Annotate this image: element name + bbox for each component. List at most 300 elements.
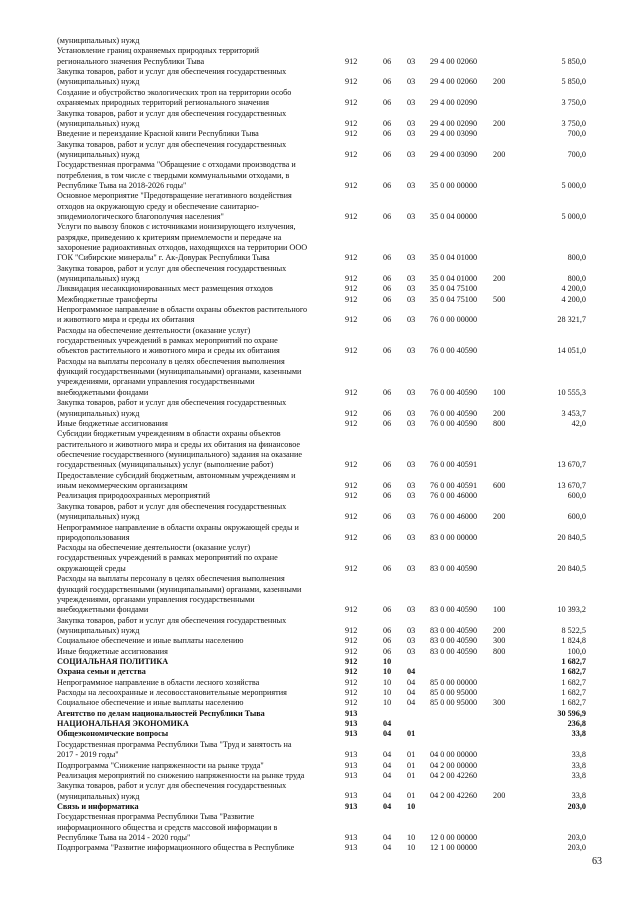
row-ministry-code: 912 xyxy=(345,56,358,66)
row-target-article: 76 0 00 40590 xyxy=(430,387,478,397)
row-ministry-code: 912 xyxy=(345,77,358,87)
row-section-code: 10 xyxy=(383,667,392,677)
row-ministry-code: 912 xyxy=(345,512,358,522)
table-row xyxy=(0,46,640,67)
row-ministry-code: 912 xyxy=(345,636,358,646)
table-row xyxy=(0,305,640,326)
row-amount: 42,0 xyxy=(571,418,586,428)
row-subsection-code: 03 xyxy=(407,480,416,490)
row-name: Государственная программа Республики Тыва "Труд и занятость на 2017 - 2019 годы" xyxy=(57,739,292,760)
table-row xyxy=(0,140,640,161)
row-subsection-code: 01 xyxy=(407,750,416,760)
row-ministry-code: 912 xyxy=(345,98,358,108)
row-section-code: 10 xyxy=(383,688,392,697)
row-section-code: 06 xyxy=(383,211,392,221)
row-ministry-code: 912 xyxy=(345,688,358,697)
row-subsection-code: 10 xyxy=(407,801,416,811)
row-target-article: 83 0 00 40590 xyxy=(430,625,478,635)
row-ministry-code: 912 xyxy=(345,408,358,418)
row-section-code: 06 xyxy=(383,118,392,128)
table-row xyxy=(0,471,640,492)
row-ministry-code: 912 xyxy=(345,273,358,283)
row-target-article: 76 0 00 40591 xyxy=(430,480,478,490)
row-subsection-code: 03 xyxy=(407,418,416,428)
row-amount: 1 824,8 xyxy=(561,636,586,646)
row-section-code: 06 xyxy=(383,98,392,108)
row-subsection-code: 03 xyxy=(407,460,416,470)
row-ministry-code: 912 xyxy=(345,625,358,635)
table-row xyxy=(0,398,640,419)
row-section-code: 06 xyxy=(383,408,392,418)
row-amount: 1 682,7 xyxy=(561,657,586,666)
row-subsection-code: 03 xyxy=(407,636,416,646)
row-target-article: 35 0 00 00000 xyxy=(430,180,478,190)
row-amount: 8 522,5 xyxy=(561,625,586,635)
table-row xyxy=(0,761,640,771)
row-subsection-code: 04 xyxy=(407,688,416,697)
row-name: Расходы на выплаты персоналу в целях обеспечения выполнения функций государственными (муниципальными) органами, казенными учреждениями, органами управления государственными внебюджетными фондами xyxy=(57,574,302,615)
row-subsection-code: 03 xyxy=(407,646,416,656)
row-subsection-code: 03 xyxy=(407,211,416,221)
row-amount: 4 200,0 xyxy=(561,284,586,294)
row-name: Закупка товаров, работ и услуг для обеспечения государственных (муниципальных) нужд xyxy=(57,263,287,284)
table-row xyxy=(0,502,640,523)
row-target-article: 83 0 00 40590 xyxy=(430,636,478,646)
row-target-article: 29 4 00 03090 xyxy=(430,129,478,139)
row-amount: 4 200,0 xyxy=(561,294,586,304)
row-expense-type: 200 xyxy=(493,149,506,159)
row-amount: 100,0 xyxy=(567,646,586,656)
row-section-code: 06 xyxy=(383,149,392,159)
row-amount: 33,8 xyxy=(571,791,586,801)
row-ministry-code: 912 xyxy=(345,387,358,397)
row-ministry-code: 913 xyxy=(345,791,358,801)
row-ministry-code: 912 xyxy=(345,646,358,656)
row-amount: 3 750,0 xyxy=(561,118,586,128)
row-amount: 203,0 xyxy=(567,843,586,853)
row-section-code: 06 xyxy=(383,532,392,542)
row-name: Агентство по делам национальностей Республики Тыва xyxy=(57,708,265,718)
table-row xyxy=(0,429,640,470)
row-section-code: 10 xyxy=(383,657,392,666)
row-name: Непрограммное направление в области охраны окружающей среды и природопользования xyxy=(57,522,299,542)
table-row xyxy=(0,67,640,88)
row-amount: 20 840,5 xyxy=(557,532,586,542)
table-row xyxy=(0,657,640,667)
row-subsection-code: 03 xyxy=(407,118,416,128)
row-name: Иные бюджетные ассигнования xyxy=(57,418,168,428)
row-ministry-code: 913 xyxy=(345,832,358,842)
row-amount: 14 051,0 xyxy=(557,346,586,356)
row-subsection-code: 03 xyxy=(407,315,416,325)
row-amount: 33,8 xyxy=(571,729,586,739)
table-row xyxy=(0,264,640,285)
row-expense-type: 300 xyxy=(493,636,506,646)
row-target-article: 04 2 00 42260 xyxy=(430,791,478,801)
table-row xyxy=(0,647,640,657)
row-ministry-code: 912 xyxy=(345,532,358,542)
row-amount: 600,0 xyxy=(567,512,586,522)
row-section-code: 06 xyxy=(383,605,392,615)
row-target-article: 12 0 00 00000 xyxy=(430,832,478,842)
row-subsection-code: 01 xyxy=(407,770,416,780)
row-subsection-code: 03 xyxy=(407,346,416,356)
row-ministry-code: 912 xyxy=(345,677,358,687)
row-name: Установление границ охраняемых природных территорий регионального значения Республики Тыва xyxy=(57,46,259,66)
row-amount: 700,0 xyxy=(567,149,586,159)
row-amount: 203,0 xyxy=(567,832,586,842)
row-target-article: 35 0 04 75100 xyxy=(430,284,478,294)
row-section-code: 06 xyxy=(383,563,392,573)
row-target-article: 29 4 00 02060 xyxy=(430,56,478,66)
row-subsection-code: 03 xyxy=(407,512,416,522)
table-row xyxy=(0,419,640,429)
table-row xyxy=(0,688,640,698)
row-section-code: 04 xyxy=(383,719,392,729)
row-target-article: 76 0 00 00000 xyxy=(430,315,478,325)
table-row xyxy=(0,129,640,139)
row-name: Социальное обеспечение и иные выплаты населению xyxy=(57,698,244,708)
row-name: Расходы на выплаты персоналу в целях обеспечения выполнения функций государственными (муниципальными) органами, казенными учреждениями, органами управления государственными внебюджетными фондами xyxy=(57,356,302,397)
row-section-code: 06 xyxy=(383,294,392,304)
row-subsection-code: 04 xyxy=(407,677,416,687)
row-name: Закупка товаров, работ и услуг для обеспечения государственных (муниципальных) нужд xyxy=(57,501,287,522)
row-section-code: 04 xyxy=(383,791,392,801)
row-target-article: 83 0 00 40590 xyxy=(430,605,478,615)
row-name: Подпрограмма "Развитие информационного общества в Республике xyxy=(57,843,295,853)
row-expense-type: 200 xyxy=(493,118,506,128)
row-section-code: 04 xyxy=(383,770,392,780)
row-ministry-code: 912 xyxy=(345,605,358,615)
row-expense-type: 500 xyxy=(493,294,506,304)
table-row xyxy=(0,709,640,719)
row-expense-type: 200 xyxy=(493,77,506,87)
table-row xyxy=(0,616,640,637)
row-expense-type: 800 xyxy=(493,418,506,428)
row-ministry-code: 912 xyxy=(345,118,358,128)
row-expense-type: 200 xyxy=(493,512,506,522)
page-number: 63 xyxy=(592,856,602,867)
row-name: Подпрограмма "Снижение напряженности на рынке труда" xyxy=(57,760,264,770)
table-row xyxy=(0,781,640,802)
row-subsection-code: 03 xyxy=(407,294,416,304)
row-amount: 13 670,7 xyxy=(557,460,586,470)
row-amount: 1 682,7 xyxy=(561,677,586,687)
row-name: Реализация природоохранных мероприятий xyxy=(57,491,210,501)
row-name: Закупка товаров, работ и услуг для обеспечения государственных (муниципальных) нужд xyxy=(57,67,287,87)
row-name: Связь и информатика xyxy=(57,801,139,811)
row-amount: 800,0 xyxy=(567,253,586,263)
row-target-article: 29 4 00 02060 xyxy=(430,77,478,87)
table-row xyxy=(0,160,640,191)
table-row xyxy=(0,109,640,130)
row-subsection-code: 03 xyxy=(407,563,416,573)
row-ministry-code: 912 xyxy=(345,667,358,677)
row-target-article: 35 0 04 01000 xyxy=(430,253,478,263)
row-expense-type: 200 xyxy=(493,273,506,283)
table-row xyxy=(0,88,640,109)
row-amount: 1 682,7 xyxy=(561,667,586,677)
row-target-article: 85 0 00 95000 xyxy=(430,698,478,708)
row-target-article: 29 4 00 03090 xyxy=(430,149,478,159)
row-ministry-code: 912 xyxy=(345,284,358,294)
row-expense-type: 100 xyxy=(493,605,506,615)
row-ministry-code: 912 xyxy=(345,491,358,501)
row-ministry-code: 912 xyxy=(345,294,358,304)
row-ministry-code: 913 xyxy=(345,801,358,811)
row-subsection-code: 03 xyxy=(407,77,416,87)
table-row xyxy=(0,719,640,729)
row-amount: 3 750,0 xyxy=(561,98,586,108)
table-row xyxy=(0,574,640,615)
row-amount: 28 321,7 xyxy=(557,315,586,325)
row-subsection-code: 03 xyxy=(407,129,416,139)
row-name: Расходы на обеспечение деятельности (оказание услуг) государственных учреждений в рамках мероприятий по охране объектов растительного и животного мира и среды их обитания xyxy=(57,325,280,356)
row-ministry-code: 912 xyxy=(345,180,358,190)
row-target-article: 76 0 00 40591 xyxy=(430,460,478,470)
row-target-article: 29 4 00 02090 xyxy=(430,98,478,108)
row-target-article: 85 0 00 00000 xyxy=(430,677,478,687)
row-subsection-code: 01 xyxy=(407,729,416,739)
table-row xyxy=(0,667,640,677)
row-subsection-code: 03 xyxy=(407,98,416,108)
row-amount: 5 850,0 xyxy=(561,56,586,66)
row-amount: 30 596,9 xyxy=(557,708,586,718)
row-target-article: 04 2 00 42260 xyxy=(430,770,478,780)
row-name: (муниципальных) нужд xyxy=(57,36,140,45)
row-subsection-code: 03 xyxy=(407,605,416,615)
row-subsection-code: 03 xyxy=(407,284,416,294)
row-target-article: 83 0 00 40590 xyxy=(430,563,478,573)
row-amount: 10 393,2 xyxy=(557,605,586,615)
row-section-code: 06 xyxy=(383,387,392,397)
row-subsection-code: 03 xyxy=(407,491,416,501)
row-amount: 13 670,7 xyxy=(557,480,586,490)
table-row xyxy=(0,191,640,222)
row-ministry-code: 913 xyxy=(345,708,358,718)
row-subsection-code: 03 xyxy=(407,532,416,542)
row-amount: 10 555,3 xyxy=(557,387,586,397)
row-section-code: 06 xyxy=(383,284,392,294)
row-section-code: 06 xyxy=(383,129,392,139)
table-row xyxy=(0,491,640,501)
row-section-code: 04 xyxy=(383,801,392,811)
row-ministry-code: 913 xyxy=(345,729,358,739)
row-target-article: 04 0 00 00000 xyxy=(430,750,478,760)
row-name: Расходы на обеспечение деятельности (оказание услуг) государственных учреждений в рамках мероприятий по охране окружающей среды xyxy=(57,543,278,573)
row-expense-type: 100 xyxy=(493,387,506,397)
row-name: Субсидии бюджетным учреждениям в области охраны объектов растительного и животного мира и среды их обитания на финансовое обеспечение государственного (муниципального) задания на оказание государственных (муниципальных) услуг (выполнение работ) xyxy=(57,429,302,470)
row-subsection-code: 01 xyxy=(407,760,416,770)
row-name: Закупка товаров, работ и услуг для обеспечения государственных (муниципальных) нужд xyxy=(57,139,287,159)
row-name: Закупка товаров, работ и услуг для обеспечения государственных (муниципальных) нужд xyxy=(57,398,287,418)
row-amount: 1 682,7 xyxy=(561,688,586,697)
row-target-article: 76 0 00 40590 xyxy=(430,418,478,428)
row-ministry-code: 913 xyxy=(345,719,358,729)
row-target-article: 29 4 00 02090 xyxy=(430,118,478,128)
row-target-article: 12 1 00 00000 xyxy=(430,843,478,853)
row-amount: 5 000,0 xyxy=(561,211,586,221)
row-section-code: 06 xyxy=(383,273,392,283)
row-name: Непрограммное направление в области охраны объектов растительного и животного мира и среды их обитания xyxy=(57,305,308,325)
table-row xyxy=(0,636,640,646)
table-row xyxy=(0,543,640,574)
row-target-article: 83 0 00 40590 xyxy=(430,646,478,656)
row-target-article: 83 0 00 00000 xyxy=(430,532,478,542)
table-row xyxy=(0,843,640,853)
table-row xyxy=(0,326,640,357)
row-name: Основное мероприятие "Предотвращение негативного воздействия отходов на окружающую среду и обеспечение санитарно- эпидемиологического благополучия населения" xyxy=(57,191,292,221)
row-amount: 5 850,0 xyxy=(561,77,586,87)
row-section-code: 04 xyxy=(383,750,392,760)
row-section-code: 06 xyxy=(383,77,392,87)
row-subsection-code: 04 xyxy=(407,667,416,677)
row-subsection-code: 01 xyxy=(407,791,416,801)
row-target-article: 85 0 00 95000 xyxy=(430,688,478,697)
row-target-article: 35 0 04 75100 xyxy=(430,294,478,304)
row-name: Государственная программа Республики Тыва "Развитие информационного общества и средств массовой информации в Республике Тыва на 2014 - 2020 годы" xyxy=(57,812,278,842)
row-ministry-code: 912 xyxy=(345,149,358,159)
row-expense-type: 600 xyxy=(493,480,506,490)
table-row xyxy=(0,771,640,781)
table-row xyxy=(0,812,640,843)
row-amount: 33,8 xyxy=(571,770,586,780)
row-section-code: 06 xyxy=(383,180,392,190)
row-ministry-code: 912 xyxy=(345,315,358,325)
table-row xyxy=(0,740,640,761)
row-subsection-code: 03 xyxy=(407,408,416,418)
row-name: Общеэкономические вопросы xyxy=(57,729,169,739)
row-subsection-code: 03 xyxy=(407,253,416,263)
row-subsection-code: 03 xyxy=(407,149,416,159)
row-section-code: 04 xyxy=(383,832,392,842)
row-section-code: 04 xyxy=(383,760,392,770)
row-name: Межбюджетные трансферты xyxy=(57,294,158,304)
row-section-code: 04 xyxy=(383,843,392,853)
row-ministry-code: 912 xyxy=(345,698,358,708)
row-ministry-code: 913 xyxy=(345,750,358,760)
row-section-code: 06 xyxy=(383,346,392,356)
row-section-code: 06 xyxy=(383,460,392,470)
row-amount: 33,8 xyxy=(571,750,586,760)
table-row xyxy=(0,678,640,688)
row-subsection-code: 03 xyxy=(407,180,416,190)
row-target-article: 76 0 00 46000 xyxy=(430,491,478,501)
row-ministry-code: 912 xyxy=(345,211,358,221)
row-name: Создание и обустройство экологических троп на территории особо охраняемых природных территорий регионального значения xyxy=(57,87,292,108)
row-section-code: 06 xyxy=(383,418,392,428)
row-subsection-code: 03 xyxy=(407,387,416,397)
row-subsection-code: 03 xyxy=(407,625,416,635)
row-target-article: 04 2 00 00000 xyxy=(430,760,478,770)
row-amount: 1 682,7 xyxy=(561,698,586,708)
row-target-article: 35 0 04 01000 xyxy=(430,273,478,283)
table-row xyxy=(0,357,640,398)
row-ministry-code: 912 xyxy=(345,657,358,666)
row-ministry-code: 912 xyxy=(345,129,358,139)
row-expense-type: 200 xyxy=(493,625,506,635)
row-expense-type: 300 xyxy=(493,698,506,708)
row-name: Государственная программа "Обращение с отходами производства и потребления, в том числе с твердыми коммунальными отходами, в Республике Тыва на 2018-2026 годы" xyxy=(57,160,296,190)
row-amount: 20 840,5 xyxy=(557,563,586,573)
row-section-code: 06 xyxy=(383,646,392,656)
row-section-code: 04 xyxy=(383,729,392,739)
row-name: Введение и переиздание Красной книги Республики Тыва xyxy=(57,129,259,139)
row-section-code: 10 xyxy=(383,698,392,708)
row-name: Непрограммное направление в области лесного хозяйства xyxy=(57,677,260,687)
row-amount: 236,8 xyxy=(567,719,586,729)
row-expense-type: 800 xyxy=(493,646,506,656)
row-name: СОЦИАЛЬНАЯ ПОЛИТИКА xyxy=(57,657,169,666)
row-ministry-code: 912 xyxy=(345,460,358,470)
table-row xyxy=(0,523,640,544)
row-ministry-code: 913 xyxy=(345,760,358,770)
row-name: Реализация мероприятий по снижению напряженности на рынке труда xyxy=(57,770,305,780)
row-name: Закупка товаров, работ и услуг для обеспечения государственных (муниципальных) нужд xyxy=(57,781,287,801)
row-ministry-code: 912 xyxy=(345,418,358,428)
row-target-article: 76 0 00 46000 xyxy=(430,512,478,522)
row-subsection-code: 04 xyxy=(407,698,416,708)
row-name: Закупка товаров, работ и услуг для обеспечения государственных (муниципальных) нужд xyxy=(57,108,287,128)
table-row xyxy=(0,295,640,305)
row-expense-type: 200 xyxy=(493,408,506,418)
row-name: НАЦИОНАЛЬНАЯ ЭКОНОМИКА xyxy=(57,719,189,729)
row-name: Охрана семьи и детства xyxy=(57,667,146,677)
row-name: Услуги по вывозу блоков с источниками ионизирующего излучения, разрядке, приведению к критериям приемлемости и передаче на захоронение радиоактивных отходов, находящихся на территории ООО ГОК "Сибирские минералы" г. Ак-Довурак Республики Тыва xyxy=(57,222,308,263)
table-row xyxy=(0,36,640,46)
row-section-code: 06 xyxy=(383,512,392,522)
row-ministry-code: 913 xyxy=(345,770,358,780)
row-target-article: 76 0 00 40590 xyxy=(430,346,478,356)
table-row xyxy=(0,698,640,708)
row-ministry-code: 912 xyxy=(345,253,358,263)
row-section-code: 06 xyxy=(383,253,392,263)
row-subsection-code: 10 xyxy=(407,843,416,853)
row-section-code: 06 xyxy=(383,315,392,325)
row-subsection-code: 03 xyxy=(407,273,416,283)
row-amount: 700,0 xyxy=(567,129,586,139)
row-ministry-code: 912 xyxy=(345,346,358,356)
row-expense-type: 200 xyxy=(493,791,506,801)
row-subsection-code: 10 xyxy=(407,832,416,842)
row-amount: 5 000,0 xyxy=(561,180,586,190)
row-amount: 33,8 xyxy=(571,760,586,770)
row-section-code: 06 xyxy=(383,480,392,490)
row-subsection-code: 03 xyxy=(407,56,416,66)
row-amount: 800,0 xyxy=(567,273,586,283)
row-section-code: 06 xyxy=(383,56,392,66)
row-name: Предоставление субсидий бюджетным, автономным учреждениям и иным некоммерческим организациям xyxy=(57,470,296,491)
row-target-article: 35 0 04 00000 xyxy=(430,211,478,221)
table-row xyxy=(0,729,640,739)
row-section-code: 06 xyxy=(383,625,392,635)
row-target-article: 76 0 00 40590 xyxy=(430,408,478,418)
row-section-code: 06 xyxy=(383,636,392,646)
row-amount: 203,0 xyxy=(567,801,586,811)
row-ministry-code: 913 xyxy=(345,843,358,853)
row-section-code: 06 xyxy=(383,491,392,501)
row-name: Закупка товаров, работ и услуг для обеспечения государственных (муниципальных) нужд xyxy=(57,615,287,635)
row-name: Социальное обеспечение и иные выплаты населению xyxy=(57,636,244,646)
row-name: Расходы на лесоохранные и лесовосстановительные мероприятия xyxy=(57,688,287,697)
table-row xyxy=(0,284,640,294)
table-row xyxy=(0,802,640,812)
row-amount: 600,0 xyxy=(567,491,586,501)
row-name: Иные бюджетные ассигнования xyxy=(57,646,168,656)
row-section-code: 10 xyxy=(383,677,392,687)
row-ministry-code: 912 xyxy=(345,563,358,573)
row-amount: 3 453,7 xyxy=(561,408,586,418)
